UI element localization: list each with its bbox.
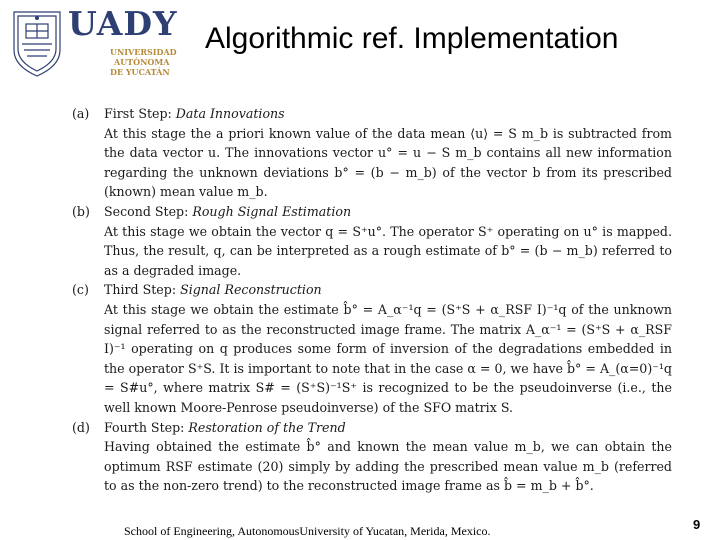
step-heading-italic: Rough Signal Estimation [192, 203, 352, 219]
step-heading-text: Second Step: [104, 203, 189, 219]
logo-line-1: UNIVERSIDAD [110, 47, 177, 57]
logo-line-2: AUTÓNOMA [114, 57, 170, 67]
step-d [72, 418, 672, 496]
step-text: Having obtained the estimate b̂° and known the mean value m_b, we can obtain the optimum RSF estimate (20) simply by adding the prescribed mean value m_b (referred to as the non-zero trend) to the reconstructed image frame as b̂ = m_b + b̂°. [104, 439, 672, 494]
slide-title: Algorithmic ref. Implementation [205, 22, 619, 55]
step-heading-italic: Signal Reconstruction [180, 282, 322, 298]
step-heading-italic: Restoration of the Trend [188, 419, 346, 435]
step-label: (c) [72, 282, 89, 298]
step-heading [104, 418, 672, 438]
step-heading-text: Third Step: [104, 282, 177, 298]
step-heading [104, 280, 672, 300]
step-heading-text: First Step: [104, 106, 172, 121]
step-text: At this stage we obtain the vector q = S⁺u°. The operator S⁺ operating on u° is mapped. Thus, the result, q, can be interpreted as a rough estimate of b° = (b − m_b) referred to as a degraded image. [104, 223, 672, 278]
step-heading [104, 104, 672, 124]
step-heading-italic: Data Innovations [175, 106, 285, 121]
step-label: (d) [72, 419, 90, 435]
footer-text: School of Engineering, AutonomousUniversity of Yucatan, Merida, Mexico. [124, 524, 491, 538]
step-heading-text: Fourth Step: [104, 419, 185, 435]
step-text: At this stage the a priori known value of the data mean ⟨u⟩ = S m_b is subtracted from the data vector u. The innovations vector u° = u − S m_b contains all new information regarding the unknown deviations b° = (b − m_b) of the vector b from its prescribed (known) mean value m_b. [104, 125, 672, 200]
step-c [72, 280, 672, 417]
step-label: (b) [72, 203, 90, 219]
logo-line-3: DE YUCATÁN [110, 67, 170, 77]
step-text: At this stage we obtain the estimate b̂° = A_α⁻¹q = (S⁺S + α_RSF I)⁻¹q of the unknown signal referred to as the reconstructed image frame. The matrix A_α⁻¹ = (S⁺S + α_RSF I)⁻¹ operating on q produces some form of inversion of the degradations embedded in the operator S⁺S. It is important to note that in the case α = 0, we have b̂° = A_(α=0)⁻¹q = S#u°, where matrix S# = (S⁺S)⁻¹S⁺ is recognized to be the pseudoinverse (i.e., the well known Moore-Penrose pseudoinverse) of the SFO matrix S. [104, 301, 672, 415]
page-number: 9 [693, 517, 701, 532]
step-heading [104, 202, 672, 222]
university-logo [4, 6, 194, 78]
steps-list [72, 104, 672, 496]
step-a [72, 104, 672, 202]
logo-wordmark: UADY [68, 4, 178, 43]
step-label: (a) [72, 106, 90, 121]
step-b [72, 202, 672, 280]
